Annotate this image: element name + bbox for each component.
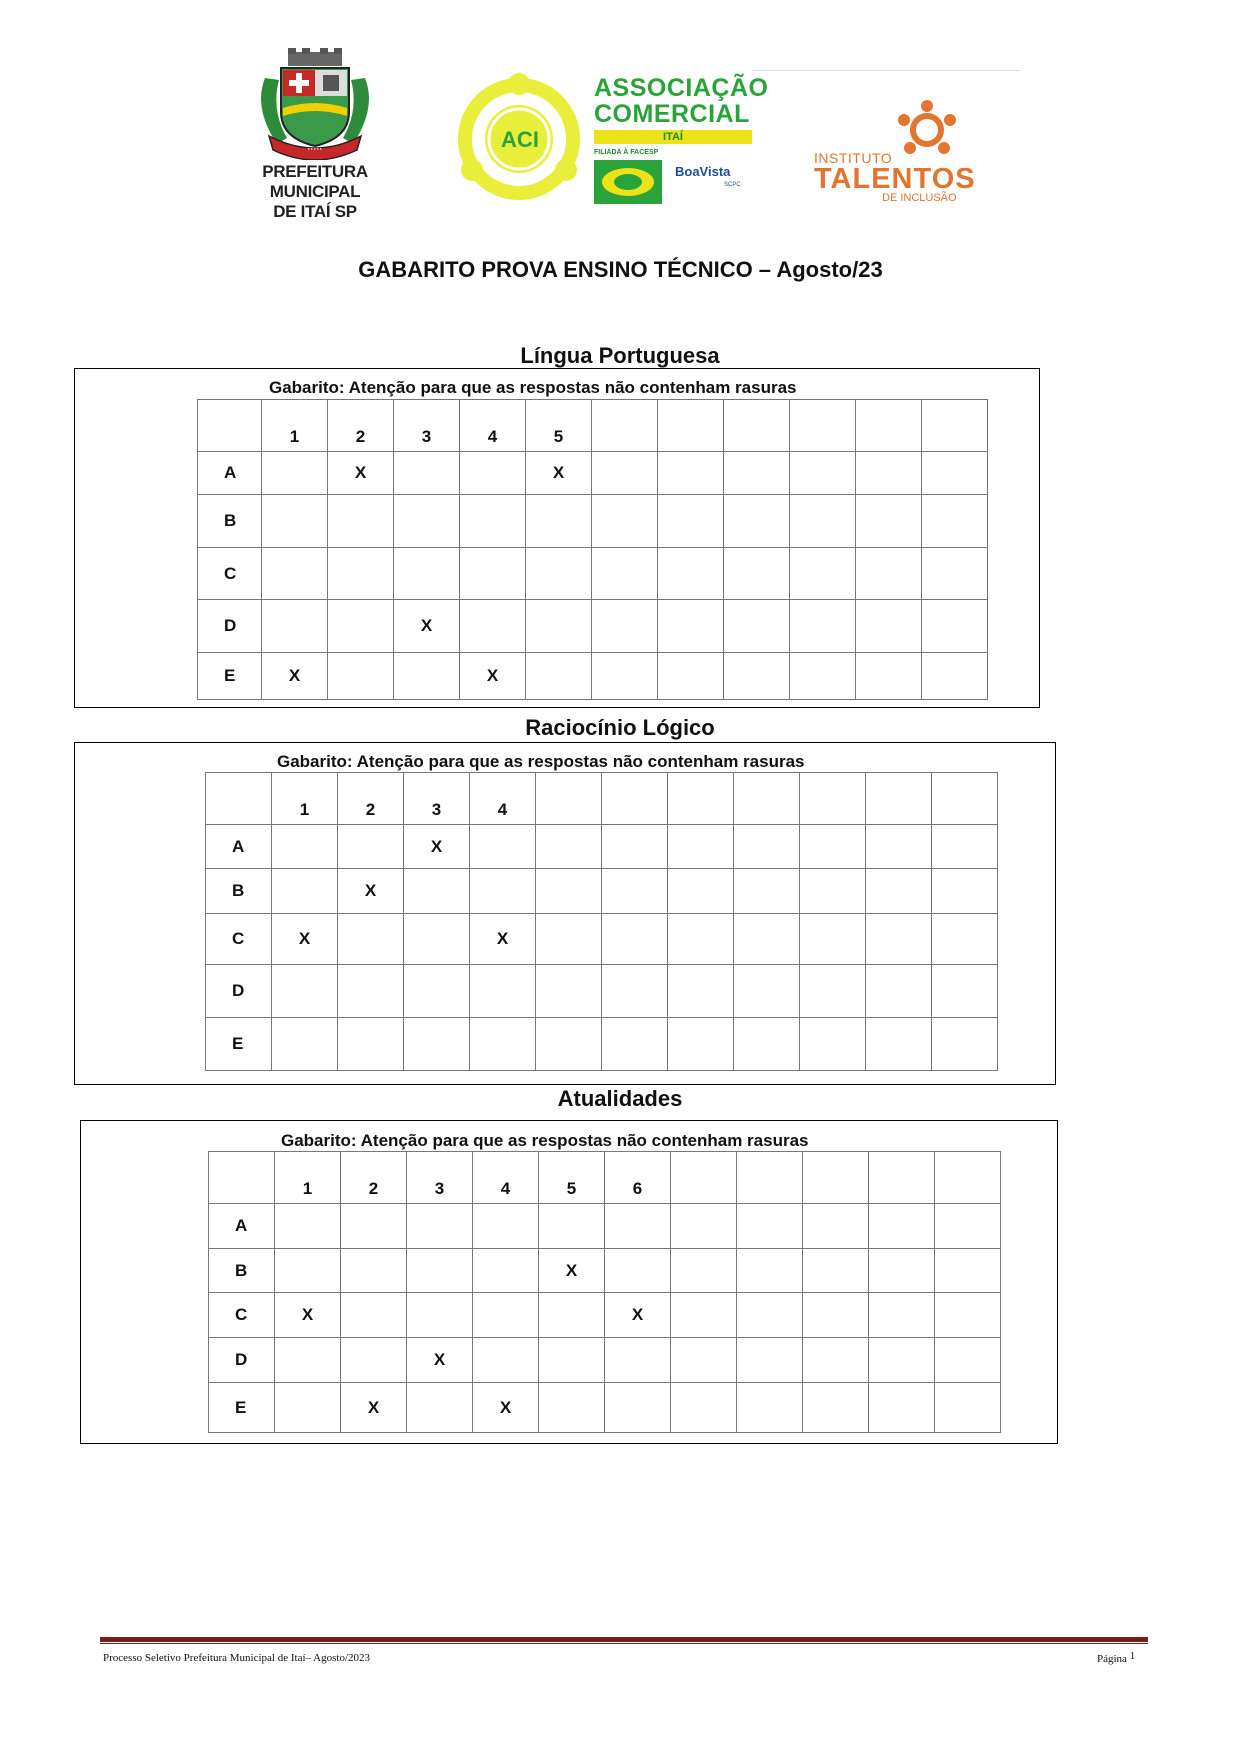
option-label: C — [206, 914, 272, 965]
answer-cell — [605, 1338, 671, 1383]
grid-row-option-d — [198, 600, 988, 653]
answer-cell — [275, 1338, 341, 1383]
answer-cell — [734, 825, 800, 869]
answer-cell — [869, 1293, 935, 1338]
answer-cell — [935, 1293, 1001, 1338]
answer-cell — [605, 1249, 671, 1293]
question-number-header: 3 — [394, 400, 460, 452]
answer-cell — [734, 965, 800, 1018]
answer-cell — [602, 914, 668, 965]
grid-row-option-a — [209, 1204, 1001, 1249]
answer-cell — [724, 653, 790, 700]
answer-cell — [724, 548, 790, 600]
answer-cell — [272, 869, 338, 914]
answer-cell — [394, 452, 460, 495]
section-caption-atualidades: Gabarito: Atenção para que as respostas não contenham rasuras — [281, 1131, 809, 1150]
answer-cell — [592, 653, 658, 700]
footer-rule — [100, 1637, 1148, 1642]
answer-cell — [866, 869, 932, 914]
option-label: D — [206, 965, 272, 1018]
answer-cell — [394, 548, 460, 600]
question-number-header — [866, 773, 932, 825]
option-label: A — [198, 452, 262, 495]
question-number-header — [724, 400, 790, 452]
answer-cell — [272, 965, 338, 1018]
answer-cell — [275, 1204, 341, 1249]
answer-cell — [460, 452, 526, 495]
answer-cell — [866, 965, 932, 1018]
answer-cell: X — [338, 869, 404, 914]
answer-cell — [473, 1204, 539, 1249]
grid-row-option-c — [209, 1293, 1001, 1338]
answer-cell: X — [539, 1249, 605, 1293]
answer-cell — [262, 600, 328, 653]
answer-cell — [470, 869, 536, 914]
option-label: B — [206, 869, 272, 914]
grid-corner-cell — [206, 773, 272, 825]
answer-cell — [922, 653, 988, 700]
answer-cell — [658, 548, 724, 600]
answer-cell — [404, 1018, 470, 1071]
answer-cell — [869, 1249, 935, 1293]
answer-cell — [932, 869, 998, 914]
grid-header-row — [198, 400, 988, 452]
option-label: E — [198, 653, 262, 700]
question-number-header — [737, 1152, 803, 1204]
question-number-header: 2 — [341, 1152, 407, 1204]
answer-cell — [724, 495, 790, 548]
answer-cell — [473, 1249, 539, 1293]
aci-logo — [452, 72, 769, 207]
answer-cell — [932, 965, 998, 1018]
answer-cell — [668, 825, 734, 869]
answer-cell — [737, 1383, 803, 1433]
grid-row-option-c — [198, 548, 988, 600]
answer-cell: X — [404, 825, 470, 869]
aci-city: ITAÍ — [594, 130, 752, 144]
question-number-header: 6 — [605, 1152, 671, 1204]
answer-cell — [470, 825, 536, 869]
question-number-header: 2 — [328, 400, 394, 452]
answer-cell — [790, 548, 856, 600]
grid-row-option-c — [206, 914, 998, 965]
answer-cell — [932, 914, 998, 965]
answer-cell — [803, 1338, 869, 1383]
answer-cell — [536, 1018, 602, 1071]
answer-cell: X — [526, 452, 592, 495]
answer-cell — [668, 914, 734, 965]
option-label: C — [209, 1293, 275, 1338]
grid-header-row — [209, 1152, 1001, 1204]
answer-cell: X — [272, 914, 338, 965]
answer-cell — [856, 653, 922, 700]
header-rule — [752, 70, 1020, 71]
answer-cell — [658, 452, 724, 495]
answer-cell — [275, 1383, 341, 1433]
answer-cell — [473, 1293, 539, 1338]
answer-cell — [668, 869, 734, 914]
boavista-label: BoaVista — [675, 164, 731, 179]
grid-row-option-d — [206, 965, 998, 1018]
answer-cell — [869, 1383, 935, 1433]
answer-cell — [394, 495, 460, 548]
instituto-line1: INSTITUTO — [814, 150, 893, 166]
question-number-header — [800, 773, 866, 825]
answer-cell — [932, 1018, 998, 1071]
footer-page-label: Página — [1097, 1653, 1127, 1665]
answer-cell — [800, 1018, 866, 1071]
answer-cell — [658, 495, 724, 548]
answer-cell — [592, 452, 658, 495]
section-title-raciocinio: Raciocínio Lógico — [525, 715, 715, 740]
answer-cell — [803, 1249, 869, 1293]
answer-cell — [922, 600, 988, 653]
question-number-header: 4 — [460, 400, 526, 452]
answer-cell — [602, 1018, 668, 1071]
option-label: A — [206, 825, 272, 869]
coat-of-arms-icon — [225, 48, 405, 160]
answer-cell — [866, 1018, 932, 1071]
grid-row-option-b — [209, 1249, 1001, 1293]
answer-cell — [800, 825, 866, 869]
question-number-header — [856, 400, 922, 452]
answer-cell — [790, 495, 856, 548]
answer-cell — [737, 1293, 803, 1338]
answer-cell: X — [394, 600, 460, 653]
option-label: D — [198, 600, 262, 653]
grid-row-option-b — [206, 869, 998, 914]
answer-cell — [668, 965, 734, 1018]
answer-cell — [592, 495, 658, 548]
answer-cell — [724, 452, 790, 495]
answer-cell — [539, 1383, 605, 1433]
answer-cell — [734, 914, 800, 965]
answer-cell — [341, 1249, 407, 1293]
answer-cell — [671, 1338, 737, 1383]
answer-cell — [671, 1383, 737, 1433]
question-number-header: 2 — [338, 773, 404, 825]
answer-cell — [922, 495, 988, 548]
answer-cell — [790, 600, 856, 653]
answer-cell — [470, 1018, 536, 1071]
instituto-line2: TALENTOS — [814, 163, 976, 195]
question-number-header: 3 — [407, 1152, 473, 1204]
answer-cell — [341, 1293, 407, 1338]
answer-cell: X — [262, 653, 328, 700]
option-label: E — [206, 1018, 272, 1071]
answer-cell — [935, 1204, 1001, 1249]
scpc-label: SCPC — [724, 182, 741, 188]
answer-cell — [460, 495, 526, 548]
answer-cell — [605, 1204, 671, 1249]
answer-cell — [856, 495, 922, 548]
grid-header-row — [206, 773, 998, 825]
answer-cell — [922, 452, 988, 495]
answer-cell — [658, 653, 724, 700]
grid-corner-cell — [198, 400, 262, 452]
answer-cell — [602, 965, 668, 1018]
answer-cell: X — [460, 653, 526, 700]
answer-cell — [394, 653, 460, 700]
answer-cell — [737, 1249, 803, 1293]
answer-cell: X — [470, 914, 536, 965]
question-number-header — [790, 400, 856, 452]
answer-cell — [404, 914, 470, 965]
answer-cell — [407, 1249, 473, 1293]
question-number-header — [734, 773, 800, 825]
answer-grid-portugues — [197, 399, 988, 700]
prefeitura-name-line2: DE ITAÍ SP — [273, 202, 357, 221]
aci-badge: ACI — [501, 127, 539, 152]
answer-cell — [262, 548, 328, 600]
answer-cell — [460, 600, 526, 653]
question-number-header: 1 — [272, 773, 338, 825]
facesp-icon — [594, 160, 662, 204]
answer-cell — [407, 1383, 473, 1433]
answer-cell: X — [605, 1293, 671, 1338]
answer-cell — [935, 1249, 1001, 1293]
answer-cell — [407, 1293, 473, 1338]
answer-cell — [856, 452, 922, 495]
answer-cell — [734, 869, 800, 914]
answer-cell — [539, 1204, 605, 1249]
answer-cell — [800, 965, 866, 1018]
answer-cell — [539, 1338, 605, 1383]
section-title-portugues: Língua Portuguesa — [520, 343, 720, 368]
question-number-header — [658, 400, 724, 452]
answer-cell — [526, 548, 592, 600]
answer-cell — [856, 548, 922, 600]
answer-cell — [856, 600, 922, 653]
answer-cell — [328, 548, 394, 600]
option-label: E — [209, 1383, 275, 1433]
question-number-header: 5 — [539, 1152, 605, 1204]
answer-cell — [737, 1204, 803, 1249]
answer-cell: X — [341, 1383, 407, 1433]
answer-cell — [536, 869, 602, 914]
answer-cell — [803, 1204, 869, 1249]
aci-line2: COMERCIAL — [594, 100, 750, 128]
answer-cell — [922, 548, 988, 600]
answer-cell — [734, 1018, 800, 1071]
answer-cell — [800, 869, 866, 914]
answer-cell — [341, 1338, 407, 1383]
question-number-header: 1 — [262, 400, 328, 452]
aci-affiliation: FILIADA À FACESP — [594, 149, 659, 156]
footer-page — [1097, 1650, 1135, 1665]
instituto-logo — [810, 100, 980, 205]
question-number-header: 4 — [470, 773, 536, 825]
answer-cell — [275, 1249, 341, 1293]
answer-grid-raciocinio — [205, 772, 998, 1071]
answer-cell — [404, 965, 470, 1018]
answer-cell — [272, 825, 338, 869]
question-number-header: 1 — [275, 1152, 341, 1204]
answer-cell — [866, 914, 932, 965]
answer-cell — [869, 1204, 935, 1249]
answer-cell — [592, 600, 658, 653]
grid-corner-cell — [209, 1152, 275, 1204]
answer-cell — [536, 914, 602, 965]
answer-cell — [526, 495, 592, 548]
answer-cell: X — [407, 1338, 473, 1383]
answer-cell — [602, 869, 668, 914]
answer-cell — [328, 653, 394, 700]
answer-cell — [935, 1383, 1001, 1433]
option-label: A — [209, 1204, 275, 1249]
aci-line1: ASSOCIAÇÃO — [594, 74, 769, 102]
answer-cell — [338, 914, 404, 965]
answer-cell — [602, 825, 668, 869]
answer-cell — [724, 600, 790, 653]
answer-cell — [328, 600, 394, 653]
question-number-header — [932, 773, 998, 825]
question-number-header — [935, 1152, 1001, 1204]
section-caption-raciocinio: Gabarito: Atenção para que as respostas não contenham rasuras — [277, 752, 805, 771]
answer-cell: X — [275, 1293, 341, 1338]
option-label: B — [198, 495, 262, 548]
section-caption-portugues: Gabarito: Atenção para que as respostas não contenham rasuras — [269, 378, 797, 397]
answer-cell — [536, 825, 602, 869]
talentos-people-icon — [892, 100, 962, 160]
answer-cell — [407, 1204, 473, 1249]
answer-cell — [671, 1204, 737, 1249]
question-number-header — [671, 1152, 737, 1204]
grid-row-option-b — [198, 495, 988, 548]
grid-row-option-e — [206, 1018, 998, 1071]
footer-page-number: 1 — [1129, 1650, 1136, 1662]
answer-cell — [800, 914, 866, 965]
answer-cell — [262, 452, 328, 495]
answer-cell — [526, 600, 592, 653]
page-title: GABARITO PROVA ENSINO TÉCNICO – Agosto/23 — [358, 257, 883, 282]
footer-rule-thin — [100, 1643, 1148, 1644]
question-number-header — [536, 773, 602, 825]
answer-cell — [328, 495, 394, 548]
grid-row-option-e — [198, 653, 988, 700]
question-number-header — [668, 773, 734, 825]
answer-cell — [935, 1338, 1001, 1383]
answer-cell — [526, 653, 592, 700]
prefeitura-logo — [225, 48, 405, 221]
answer-cell — [658, 600, 724, 653]
answer-cell — [790, 653, 856, 700]
answer-cell — [803, 1293, 869, 1338]
instituto-line3: DE INCLUSÃO — [882, 192, 957, 204]
question-number-header — [922, 400, 988, 452]
grid-row-option-d — [209, 1338, 1001, 1383]
answer-cell — [932, 825, 998, 869]
question-number-header — [592, 400, 658, 452]
answer-cell — [341, 1204, 407, 1249]
answer-cell — [592, 548, 658, 600]
svg-text:·····: ····· — [307, 144, 323, 154]
answer-cell — [671, 1293, 737, 1338]
answer-grid-atualidades — [208, 1151, 1001, 1433]
answer-cell — [460, 548, 526, 600]
question-number-header — [602, 773, 668, 825]
option-label: B — [209, 1249, 275, 1293]
footer-left-text: Processo Seletivo Prefeitura Municipal de Itaí– Agosto/2023 — [103, 1652, 371, 1664]
answer-cell — [338, 965, 404, 1018]
answer-cell — [869, 1338, 935, 1383]
grid-row-option-e — [209, 1383, 1001, 1433]
question-number-header: 4 — [473, 1152, 539, 1204]
answer-cell — [470, 965, 536, 1018]
option-label: C — [198, 548, 262, 600]
question-number-header: 5 — [526, 400, 592, 452]
answer-cell — [338, 825, 404, 869]
answer-cell: X — [473, 1383, 539, 1433]
answer-cell — [404, 869, 470, 914]
grid-row-option-a — [206, 825, 998, 869]
answer-cell — [262, 495, 328, 548]
answer-cell — [803, 1383, 869, 1433]
answer-cell — [671, 1249, 737, 1293]
answer-cell — [539, 1293, 605, 1338]
question-number-header: 3 — [404, 773, 470, 825]
answer-cell — [272, 1018, 338, 1071]
answer-cell — [536, 965, 602, 1018]
answer-cell — [338, 1018, 404, 1071]
answer-cell — [605, 1383, 671, 1433]
answer-cell: X — [328, 452, 394, 495]
answer-cell — [737, 1338, 803, 1383]
answer-cell — [790, 452, 856, 495]
question-number-header — [869, 1152, 935, 1204]
answer-cell — [668, 1018, 734, 1071]
grid-row-option-a — [198, 452, 988, 495]
answer-cell — [866, 825, 932, 869]
section-title-atualidades: Atualidades — [557, 1086, 683, 1111]
answer-cell — [473, 1338, 539, 1383]
prefeitura-name-line1: PREFEITURA MUNICIPAL — [262, 162, 368, 201]
option-label: D — [209, 1338, 275, 1383]
question-number-header — [803, 1152, 869, 1204]
